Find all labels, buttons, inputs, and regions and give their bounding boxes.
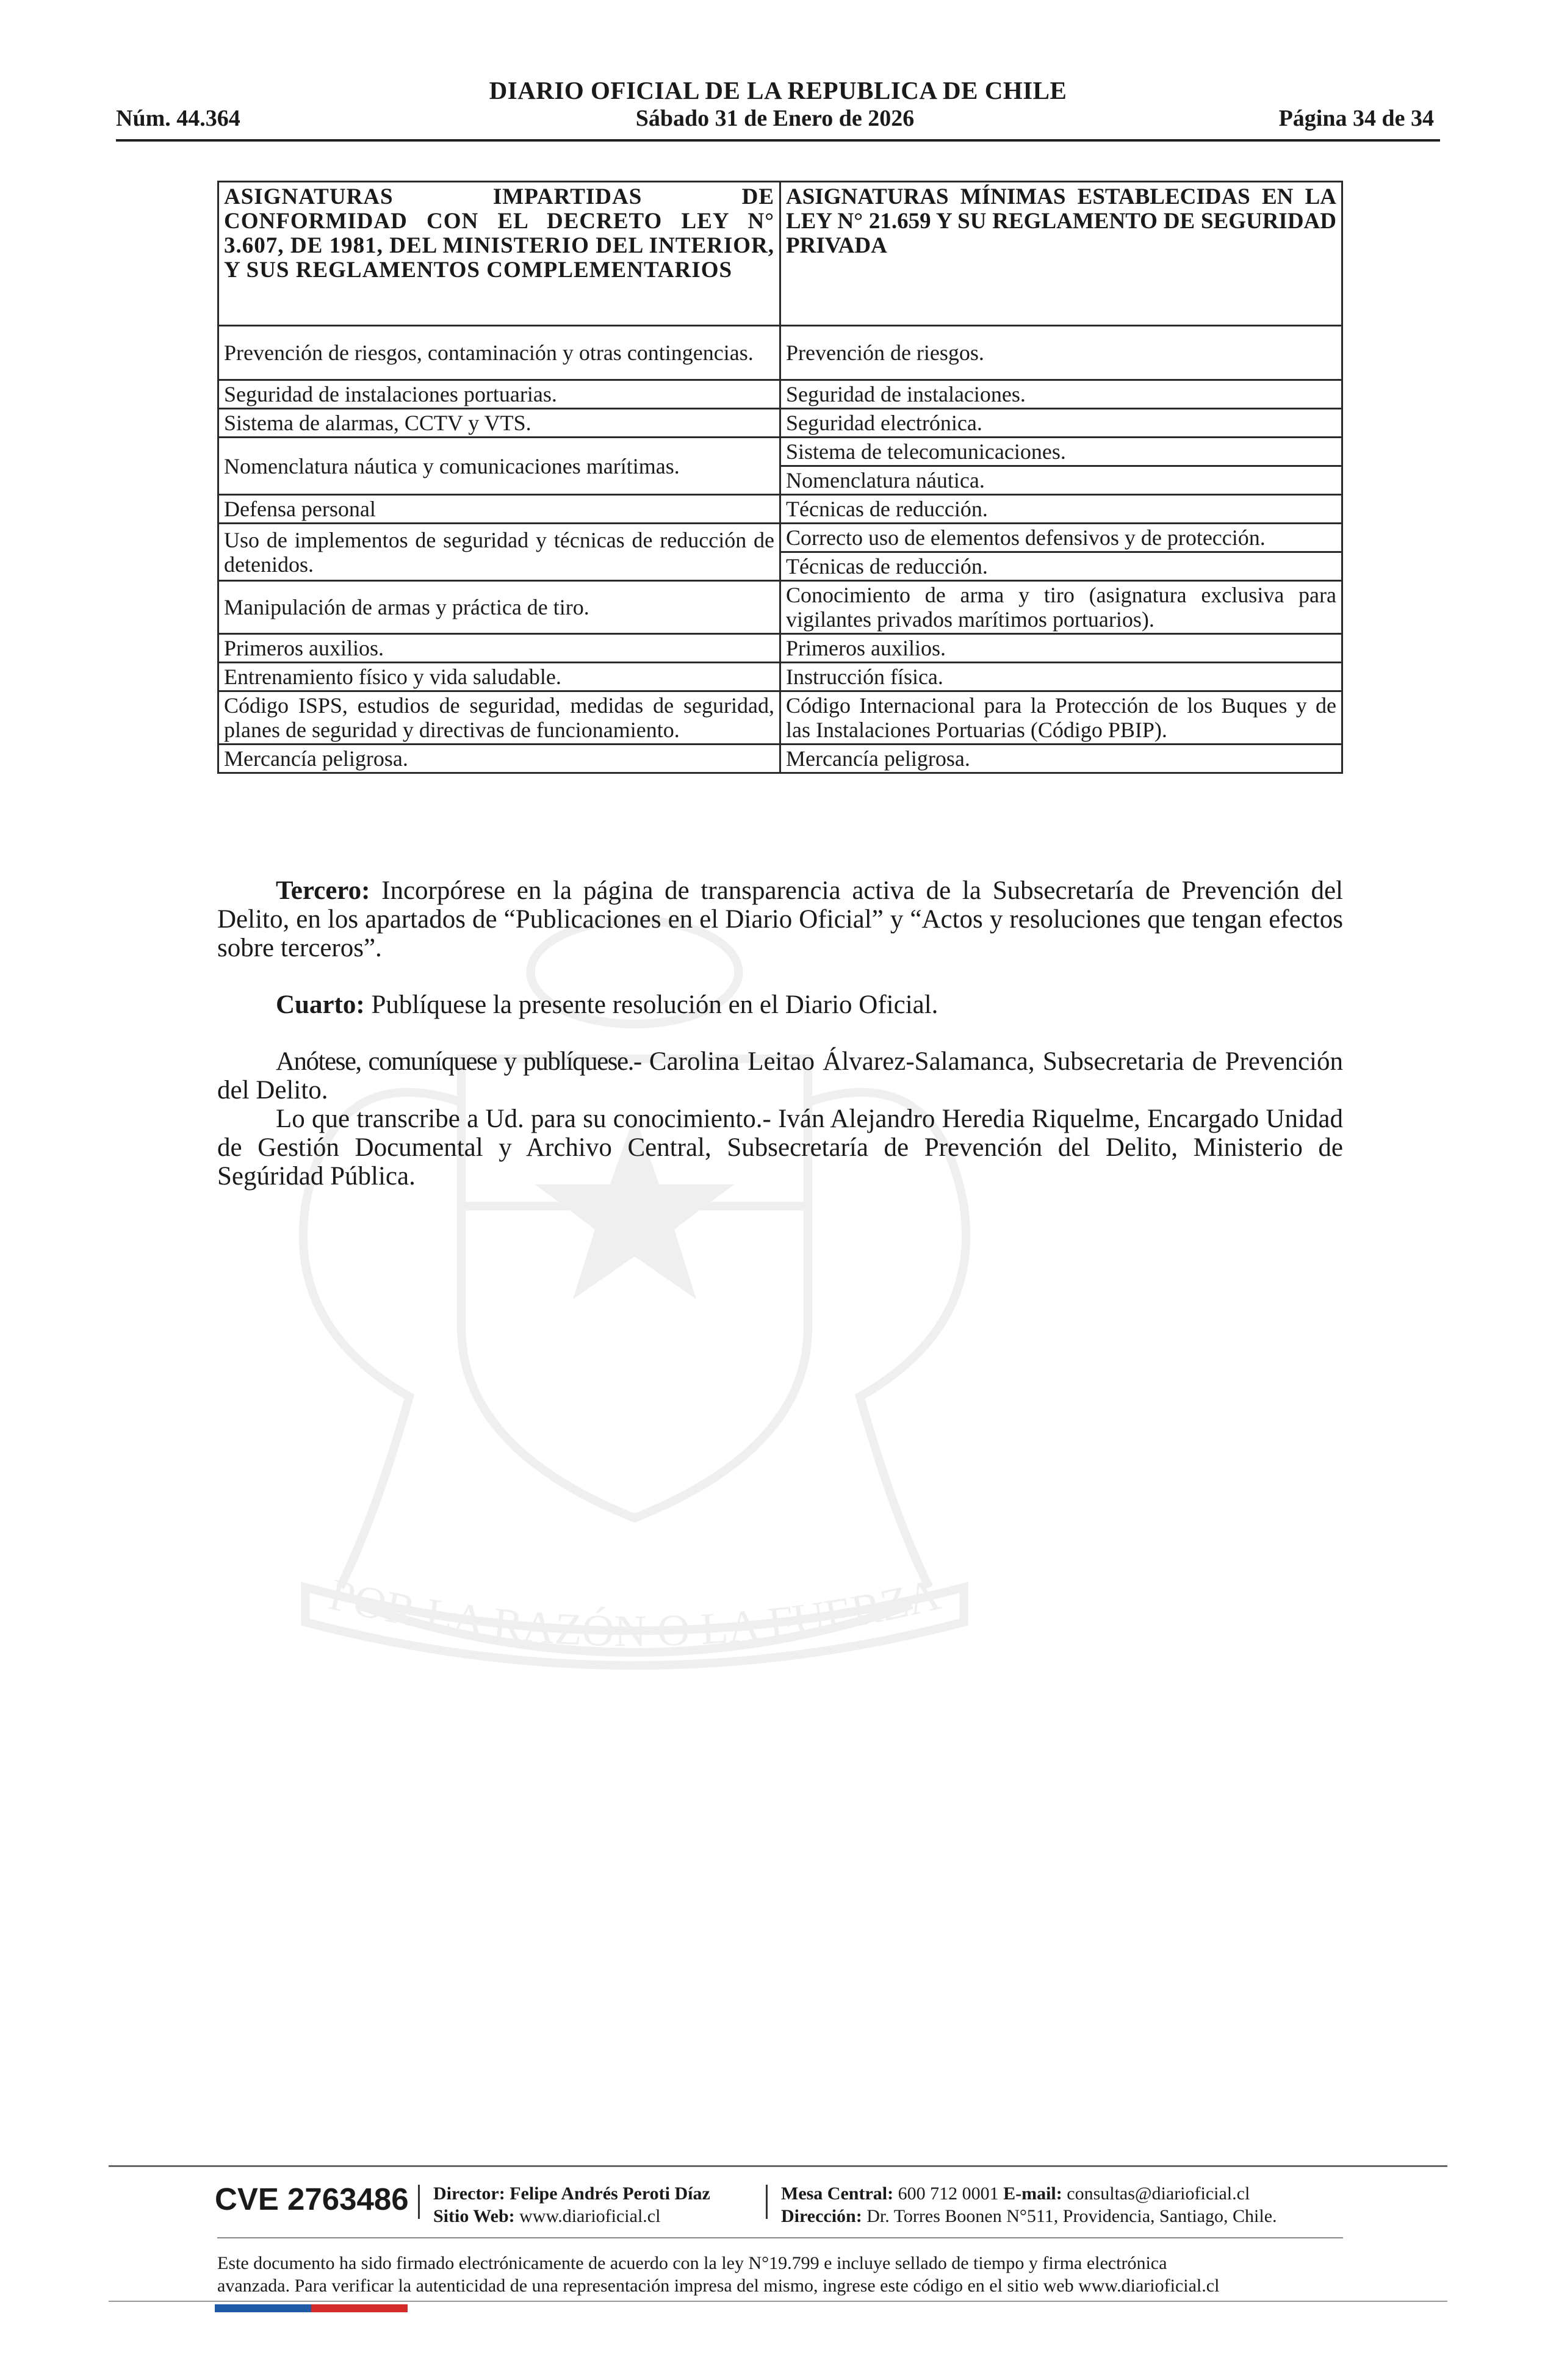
cuarto-label: Cuarto:	[276, 990, 365, 1019]
email-label: E-mail:	[1003, 2183, 1062, 2204]
footer-separator	[766, 2185, 768, 2219]
director-line	[433, 2182, 710, 2205]
cell-left: Entrenamiento físico y vida saludable.	[218, 663, 780, 691]
paragraph-tercero	[217, 876, 1343, 962]
issue-number: Núm. 44.364	[116, 106, 240, 131]
cell-left: Sistema de alarmas, CCTV y VTS.	[218, 409, 780, 438]
footer-contact-block	[781, 2182, 1277, 2227]
cell-left: Defensa personal	[218, 495, 780, 524]
paragraph-transcribe: Lo que transcribe a Ud. para su conocimiento.- Iván Alejandro Heredia Riquelme, Encargado Unidad de Gestión Documental y Archivo Central, Subsecretaría de Prevención del Delito, Ministerio de Segúridad Pública.	[217, 1105, 1343, 1191]
cell-right: Prevención de riesgos.	[780, 326, 1342, 380]
legal-line-1: Este documento ha sido firmado electrónicamente de acuerdo con la ley N°19.799 e incluye sellado de tiempo y firma electrónica	[217, 2253, 1167, 2273]
cell-right: Mercancía peligrosa.	[780, 745, 1342, 773]
director-label: Director:	[433, 2183, 505, 2204]
header-divider	[116, 139, 1440, 142]
header-left: ASIGNATURAS IMPARTIDAS DE CONFORMIDAD CON EL DECRETO LEY N° 3.607, DE 1981, DEL MINISTERIO DEL INTERIOR, Y SUS REGLAMENTOS COMPLEMENTARIOS	[218, 182, 780, 326]
tercero-label: Tercero:	[276, 876, 370, 905]
address-line	[781, 2205, 1277, 2227]
cuarto-text: Publíquese la presente resolución en el Diario Oficial.	[364, 990, 938, 1019]
table-row	[218, 634, 1342, 663]
header-row	[116, 105, 1434, 135]
flag-stripe-red	[311, 2304, 408, 2312]
website-url[interactable]: www.diarioficial.cl	[514, 2206, 661, 2226]
website-line	[433, 2205, 710, 2227]
cell-right: Sistema de telecomunicaciones.	[780, 438, 1342, 466]
cell-left: Uso de implementos de seguridad y técnicas de reducción de detenidos.	[218, 524, 780, 581]
table-row	[218, 524, 1342, 552]
legal-line-2: avanzada. Para verificar la autenticidad de una representación impresa del mismo, ingrese este código en el sitio web www.diarioficial.cl	[217, 2276, 1220, 2296]
resolution-body	[217, 876, 1343, 1191]
issue-date: Sábado 31 de Enero de 2026	[635, 106, 915, 131]
table-row	[218, 495, 1342, 524]
cell-right: Código Internacional para la Protección de los Buques y de las Instalaciones Portuarias (Código PBIP).	[780, 691, 1342, 745]
paragraph-cuarto	[217, 990, 1343, 1019]
cell-left: Mercancía peligrosa.	[218, 745, 780, 773]
address-text: Dr. Torres Boonen N°511, Providencia, Santiago, Chile.	[862, 2206, 1277, 2226]
subjects-table	[217, 181, 1343, 774]
cve-code: CVE 2763486	[215, 2182, 409, 2216]
cell-left: Prevención de riesgos, contaminación y otras contingencias.	[218, 326, 780, 380]
cell-right: Nomenclatura náutica.	[780, 466, 1342, 495]
mesa-phone: 600 712 0001	[893, 2183, 1004, 2204]
footer-mid-rule	[217, 2237, 1343, 2238]
tercero-text: Incorpórese en la página de transparencia activa de la Subsecretaría de Prevención del Delito, en los apartados de “Publicaciones en el Diario Oficial” y “Actos y resoluciones que tengan efectos sobre terceros”.	[217, 876, 1343, 962]
cell-right: Técnicas de reducción.	[780, 552, 1342, 581]
address-label: Dirección:	[781, 2206, 862, 2226]
page-number: Página 34 de 34	[1278, 106, 1434, 131]
anotese-phrase: Anótese, comuníquese y publíquese.-	[276, 1047, 641, 1076]
cell-left: Primeros auxilios.	[218, 634, 780, 663]
cell-right: Instrucción física.	[780, 663, 1342, 691]
cell-right: Primeros auxilios.	[780, 634, 1342, 663]
flag-stripe-blue	[215, 2304, 311, 2312]
cell-right: Técnicas de reducción.	[780, 495, 1342, 524]
paragraph-anotese	[217, 1047, 1343, 1105]
table-row	[218, 691, 1342, 745]
cell-left: Código ISPS, estudios de seguridad, medidas de seguridad, planes de seguridad y directivas de funcionamiento.	[218, 691, 780, 745]
cell-left: Seguridad de instalaciones portuarias.	[218, 380, 780, 409]
anotese-signature: Carolina Leitao Álvarez-Salamanca, Subsecretaria de Prevención del Delito.	[217, 1047, 1344, 1105]
footer-separator	[418, 2185, 420, 2219]
cell-right: Correcto uso de elementos defensivos y de protección.	[780, 524, 1342, 552]
website-label: Sitio Web:	[433, 2206, 515, 2226]
table-row	[218, 745, 1342, 773]
cell-right: Seguridad de instalaciones.	[780, 380, 1342, 409]
header-right: ASIGNATURAS MÍNIMAS ESTABLECIDAS EN LA LEY N° 21.659 Y SU REGLAMENTO DE SEGURIDAD PRIVADA	[780, 182, 1342, 326]
cell-left: Nomenclatura náutica y comunicaciones marítimas.	[218, 438, 780, 495]
newspaper-title: DIARIO OFICIAL DE LA REPUBLICA DE CHILE	[489, 76, 1067, 104]
cell-left: Manipulación de armas y práctica de tiro.	[218, 581, 780, 634]
legal-notice	[217, 2252, 1343, 2297]
footer-director-block	[433, 2182, 710, 2227]
footer-top-rule	[109, 2165, 1447, 2167]
cell-right: Conocimiento de arma y tiro (asignatura exclusiva para vigilantes privados marítimos portuarios).	[780, 581, 1342, 634]
table-row	[218, 380, 1342, 409]
watermark-motto: POR LA RAZÓN O LA FUERZA	[324, 1568, 945, 1656]
table-row	[218, 581, 1342, 634]
cell-right: Seguridad electrónica.	[780, 409, 1342, 438]
table-row	[218, 326, 1342, 380]
mesa-label: Mesa Central:	[781, 2183, 894, 2204]
table-row	[218, 409, 1342, 438]
email-address[interactable]: consultas@diarioficial.cl	[1062, 2183, 1250, 2204]
contact-line	[781, 2182, 1277, 2205]
table-row	[218, 438, 1342, 466]
director-name: Felipe Andrés Peroti Díaz	[505, 2183, 710, 2204]
footer-bottom-rule	[109, 2301, 1447, 2302]
table-header-row	[218, 182, 1342, 326]
table-row	[218, 663, 1342, 691]
